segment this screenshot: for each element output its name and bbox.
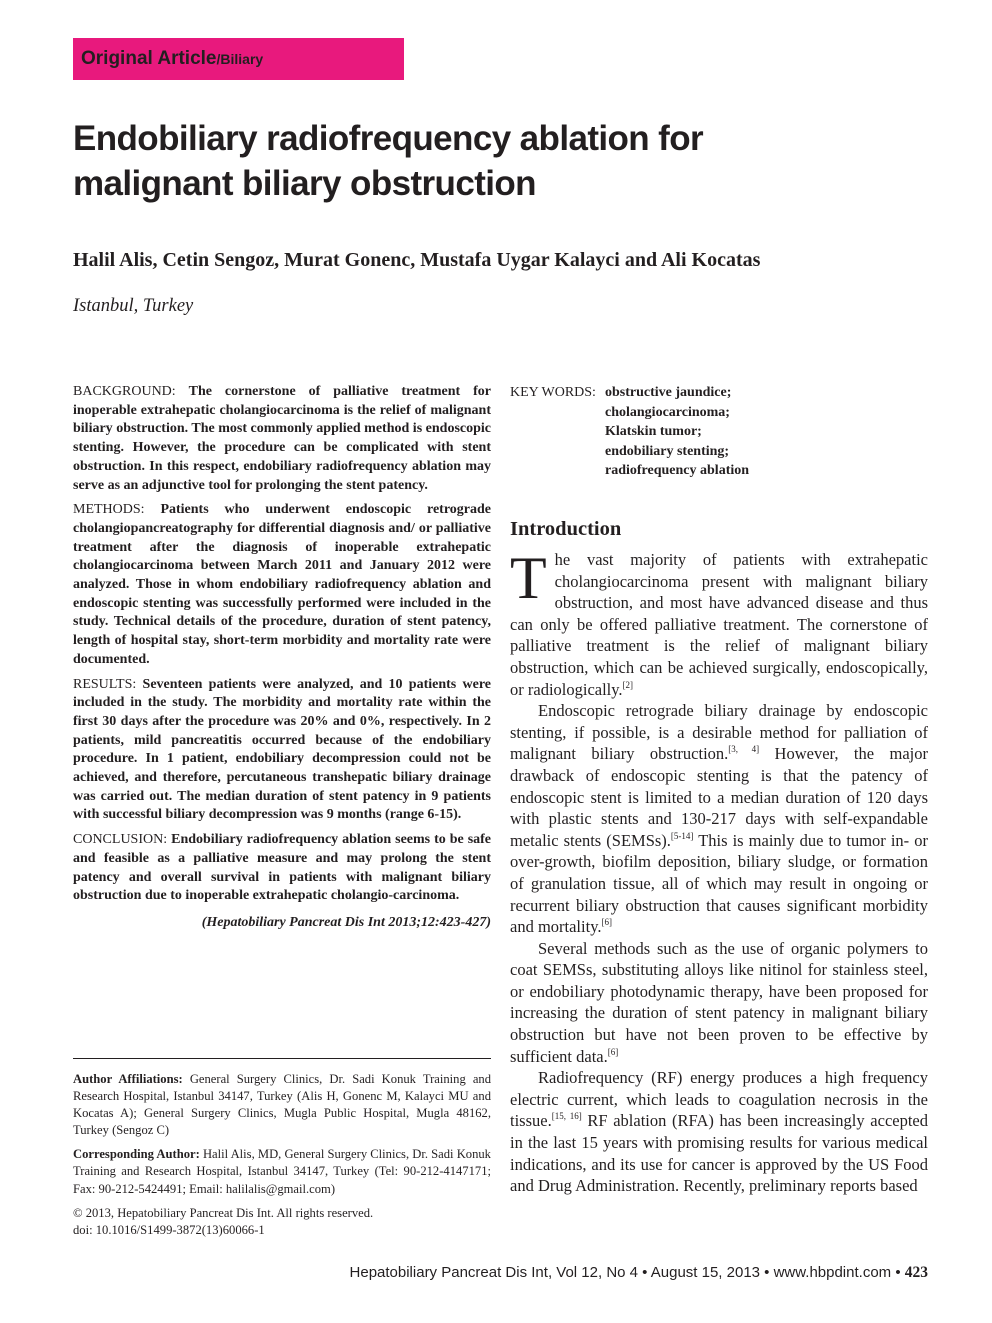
keyword: cholangiocarcinoma; [605,404,730,420]
paragraph-text: Several methods such as the use of organic polymers to coat SEMSs, substituting alloys like nitinol for stainless steel, or endobiliary photodynamic therapy, have been proposed for increasing the duration of stent patency in malignant biliary obstruction but have not been proven to be effective by sufficient data. [510,938,928,1066]
section-label: BACKGROUND: [73,384,176,399]
copyright: © 2013, Hepatobiliary Pancreat Dis Int. All rights reserved. [73,1205,374,1220]
paragraph-text: Endoscopic retrograde biliary drainage by endoscopic stenting, if possible, is a desirable method for palliation of malignant biliary obstruction. [510,701,928,764]
article-type-banner [73,38,404,80]
keyword: endobiliary stenting; [605,443,730,459]
drop-cap: T [510,545,547,611]
abstract-methods [73,501,491,669]
paragraph-text: he vast majority of patients with extrahepatic cholangiocarcinoma present with malignant biliary obstruction, and most have advanced disease and thus can only be offered palliative treatment. The cornerstone of palliative treatment is the relief of malignant biliary obstruction, which can be achieved surgically, endoscopically, or radiologically. [510,550,928,699]
journal-citation: (Hepatobiliary Pancreat Dis Int 2013;12:423-427) [201,914,491,930]
keywords [510,383,930,481]
paragraph [510,545,928,700]
introduction-heading: Introduction [510,518,622,540]
reference-marker: [15, 16] [551,1111,582,1122]
reference-marker: [2] [622,679,634,690]
keyword: Klatskin tumor; [605,424,702,439]
section-text: Patients who underwent endoscopic retrograde cholangiopancreatography for differential diagnosis and/ or palliative treatment after the diagnosis of inoperable extrahepatic cholangiocarcinoma between March 2011 and January 2012 were analyzed. Those in whom endobiliary radiofrequency ablation and endoscopic stenting was successfully performed were included in the study. Technical details of the procedure, duration of stent patency, length of hospital stay, short-term morbidity and mortality rate were documented. [73,502,491,667]
keyword: obstructive jaundice; [605,385,732,400]
section-label: METHODS: [73,502,145,518]
corresponding-label: Corresponding Author: [73,1147,200,1162]
doi: doi: 10.1016/S1499-3872(13)60066-1 [73,1222,265,1237]
article-subcategory: /Biliary [216,51,264,67]
paragraph-text: RF ablation (RFA) has been increasingly accepted in the last 15 years with promising results for various medical indications, and its use for cancer is approved by the US Food and Drug Administration. Recently, preliminary reports based [510,1111,928,1196]
page-footer [350,1264,928,1282]
keywords-list [605,383,930,481]
paragraph [510,938,928,1068]
keywords-label: KEY WORDS: [510,385,596,400]
paragraph-text: Radiofrequency (RF) energy produces a high frequency electric current, which leads to coagulation necrosis in the tissue. [510,1068,928,1131]
section-label: CONCLUSION: [73,832,168,848]
section-text: Endobiliary radiofrequency ablation seems to be safe and feasible as a palliative measure and may prolong the stent patency and overall survival in patients with malignant biliary obstruction due to inoperable extrahepatic cholangio-carcinoma. [73,832,492,904]
section-text: Seventeen patients were analyzed, and 10 patients were included in the study. The morbidity and mortality rate within the first 30 days after the procedure was 20% and 0%, respectively. In 2 patients, mild pancreatitis occurred because of the endobiliary procedure. In 1 patient, endobiliary decompression could not be achieved, and therefore, percutaneous transhepatic biliary drainage was carried out. The median duration of stent patency in 9 patients with successful biliary decompression was 9 months (range 6-15). [73,676,491,823]
section-label: RESULTS: [73,676,137,692]
affiliations [73,1071,491,1246]
abstract-results [73,676,491,826]
abstract [73,383,491,939]
paragraph-text: This is mainly due to tumor in- or over-growth, biofilm deposition, biliary sludge, or formation of granulation tissue, all of which may result in ongoing or recurrent biliary obstruction that causes significant morbidity and mortality. [510,830,928,937]
paragraph-text: However, the major drawback of endoscopic stenting is that the patency of endoscopic stent is limited to a median duration of 120 days with plastic stents and 130-217 days with self-expandable metalic stents (SEMSs). [510,744,928,850]
section-text: The cornerstone of palliative treatment for inoperable extrahepatic cholangiocarcinoma is the relief of malignant biliary obstruction. The most commonly applied method is endoscopic stenting. However, the procedure can be complicated with stent obstruction. In this respect, endobiliary radiofrequency ablation may serve as an adjunctive tool for prolonging the stent patency. [73,384,492,493]
journal-info: Hepatobiliary Pancreat Dis Int, Vol 12, No 4 • August 15, 2013 • www.hbpdint.com • [349,1264,901,1281]
author-list: Halil Alis, Cetin Sengoz, Murat Gonenc, Mustafa Uygar Kalayci and Ali Kocatas [73,249,761,271]
introduction-body [510,545,928,1197]
corresponding-author [73,1146,491,1197]
affiliation-text: General Surgery Clinics, Dr. Sadi Konuk Training and Research Hospital, Istanbul 34147, Turkey (Alis H, Gonenc M, Kalayci MU and Kocatas A); General Surgery Clinics, Mugla Public Hospital, Mugla 48162, Turkey (Sengoz C) [73,1072,491,1138]
abstract-conclusion [73,831,491,906]
author-affiliations [73,1071,491,1139]
affiliation-label: Author Affiliations: [73,1072,183,1086]
page-number: 423 [904,1264,928,1281]
article-title: Endobiliary radiofrequency ablation for malignant biliary obstruction [73,119,704,203]
article-category: Original Article [81,48,217,69]
reference-marker: [3, 4] [728,744,760,755]
reference-marker: [6] [601,917,612,928]
keyword: radiofrequency ablation [605,463,750,478]
corresponding-text: Halil Alis, MD, General Surgery Clinics, Dr. Sadi Konuk Training and Research Hospital, Istanbul 34147, Turkey (Tel: 90-212-4147171; Fax: 90-212-5424491; Email: halilalis@gmail.com) [73,1147,491,1196]
paragraph [510,1067,928,1197]
copyright-block [73,1205,491,1239]
reference-marker: [5-14] [670,830,694,841]
affiliation-divider [73,1058,491,1059]
author-location: Istanbul, Turkey [73,296,194,316]
abstract-background [73,383,491,495]
reference-marker: [6] [607,1046,619,1057]
paragraph [510,700,928,938]
